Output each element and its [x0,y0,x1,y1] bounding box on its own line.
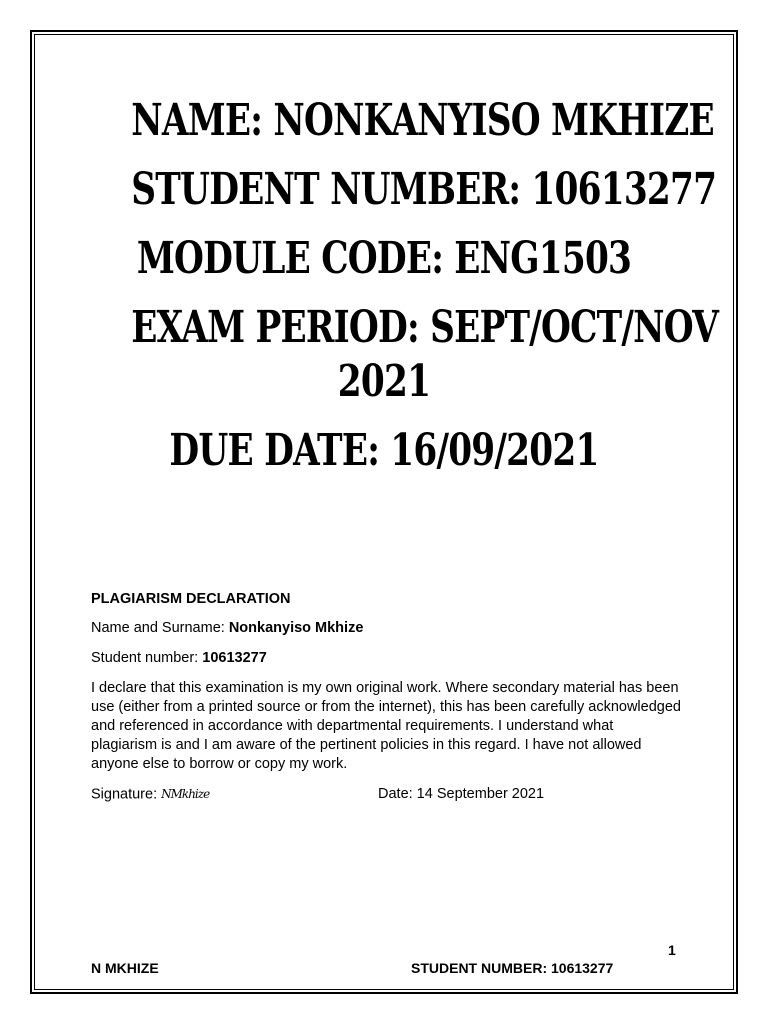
footer-name: N MKHIZE [91,960,159,976]
name-line: NAME: NONKANYISO MKHIZE [131,95,714,146]
plagiarism-declaration [91,590,681,805]
signature-field [91,785,209,804]
student-number-row [91,649,681,668]
student-number-line: STUDENT NUMBER: 10613277 [131,164,717,215]
footer-student-number: STUDENT NUMBER: 10613277 [411,960,614,976]
due-date-line: DUE DATE: 16/09/2021 [169,425,599,476]
name-label: Name and Surname: [91,620,229,636]
signature-row [91,785,681,805]
declaration-statement: I declare that this examination is my own original work. Where secondary material has been use (either from a printed source or from the internet), this has been carefully acknowledged and referenced in accordance with departmental requirements. I understand what plagiarism is and I am aware of the pertinent policies in this regard. I have not allowed anyone else to borrow or copy my work. [91,680,681,772]
student-number-value: 10613277 [202,650,267,666]
cover-title-block [60,94,719,478]
declaration-date: Date: 14 September 2021 [378,786,545,802]
exam-period-line: EXAM PERIOD: SEPT/OCT/NOV [131,302,719,353]
handwritten-signature: NMkhize [161,787,210,801]
page-number: 1 [668,942,676,958]
signature-label: Signature: [91,786,162,803]
exam-period-year: 2021 [337,356,431,407]
module-code-line: MODULE CODE: ENG1503 [136,233,632,284]
name-and-surname [91,619,681,638]
student-number-label: Student number: [91,650,203,666]
name-value: Nonkanyiso Mkhize [228,620,364,636]
declaration-heading: PLAGIARISM DECLARATION [91,591,291,607]
